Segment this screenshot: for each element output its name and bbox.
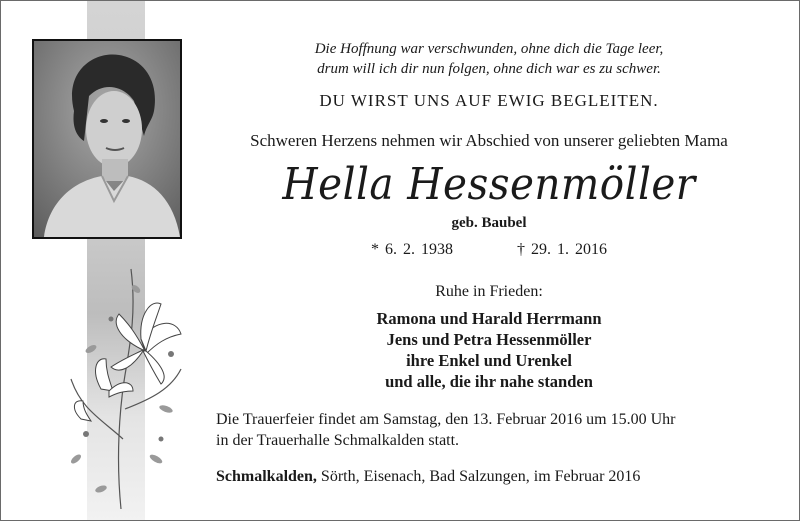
motto: DU WIRST UNS AUF EWIG BEGLEITEN.	[319, 91, 659, 110]
mourner-line: und alle, die ihr nahe standen	[385, 372, 593, 391]
deceased-name: Hella Hessenmöller	[282, 159, 696, 210]
quote-line: Die Hoffnung war verschwunden, ohne dich die Tage leer,	[314, 41, 664, 57]
rest-in-peace: Ruhe in Frieden:	[435, 283, 543, 300]
life-dates	[209, 241, 769, 259]
birth-date: * 6. 2. 1938	[371, 241, 453, 258]
death-date: † 29. 1. 2016	[517, 241, 607, 258]
portrait-photo	[32, 39, 182, 239]
ceremony-info	[216, 409, 776, 451]
place-and-date	[216, 468, 776, 486]
mourners-list	[209, 308, 769, 392]
place-others: Sörth, Eisenach, Bad Salzungen, im Februar 2016	[316, 468, 641, 485]
ceremony-line: Die Trauerfeier findet am Samstag, den 13. Februar 2016 um 15.00 Uhr	[216, 411, 676, 428]
quote-line: drum will ich dir nun folgen, ohne dich war es zu schwer.	[317, 61, 661, 77]
ceremony-line: in der Trauerhalle Schmalkalden statt.	[216, 432, 460, 449]
mourner-line: Ramona und Harald Herrmann	[376, 309, 602, 328]
mourner-line: Jens und Petra Hessenmöller	[386, 330, 592, 349]
birth-name: geb. Baubel	[451, 215, 527, 231]
intro-text: Schweren Herzens nehmen wir Abschied von unserer geliebten Mama	[250, 131, 728, 150]
place-main: Schmalkalden,	[216, 468, 317, 485]
memorial-quote	[209, 39, 769, 79]
lily-flower-illustration	[61, 259, 191, 514]
mourner-line: ihre Enkel und Urenkel	[406, 351, 572, 370]
